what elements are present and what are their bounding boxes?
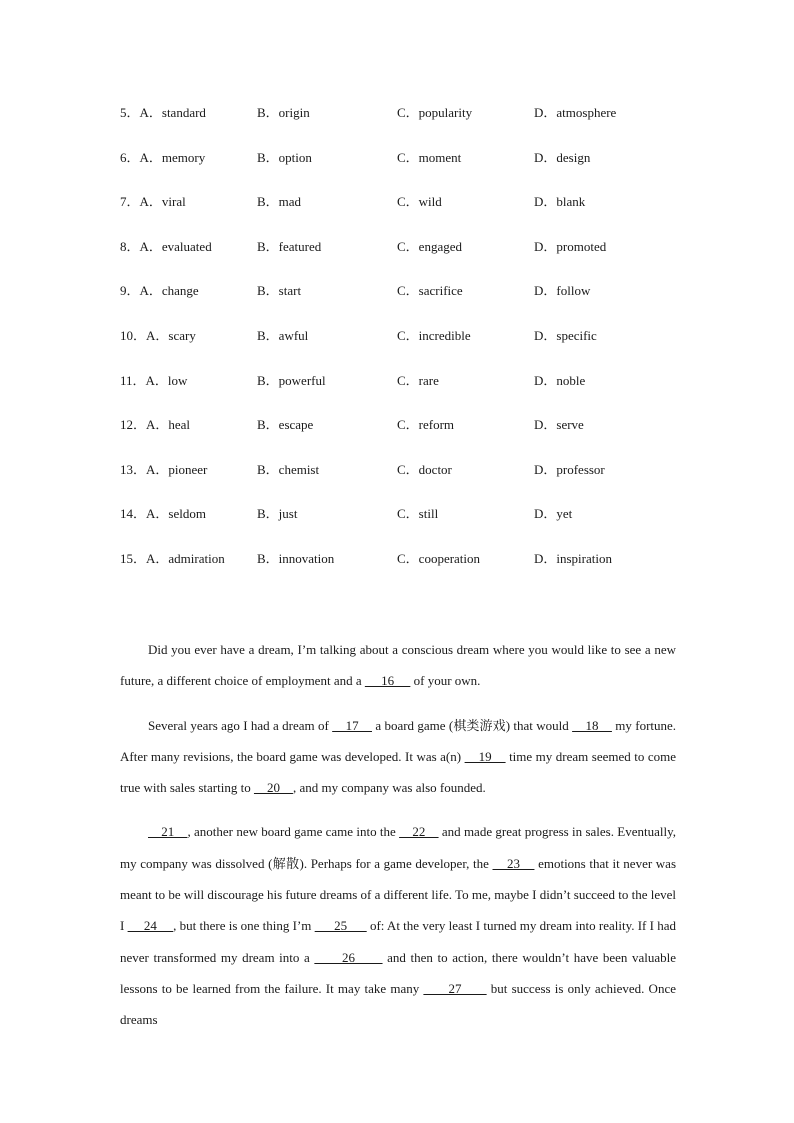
passage-text: my fortune. After many revisions, the board game was developed. It was a(n) bbox=[120, 717, 677, 764]
option-c: C．wild bbox=[397, 194, 442, 210]
passage-text: , another new board game came into the bbox=[187, 824, 400, 840]
option-c: C．popularity bbox=[397, 105, 473, 120]
question-number-and-option-a: 11．A．low bbox=[120, 372, 188, 388]
option-row-13 bbox=[120, 459, 680, 504]
option-d: D．inspiration bbox=[534, 550, 612, 566]
option-row-11 bbox=[120, 370, 680, 415]
option-row-10 bbox=[120, 325, 680, 370]
option-b: B．mad bbox=[257, 194, 302, 210]
question-number-and-option-a: 10．A．scary bbox=[120, 327, 196, 343]
option-c: C．doctor bbox=[397, 461, 452, 477]
passage-text: and made great progress in sales. Eventually, my company was dissolved (解散). Perhaps for a game developer, the bbox=[120, 824, 677, 871]
blank-25: 25 bbox=[314, 918, 367, 934]
question-number-and-option-a: 9．A．change bbox=[120, 283, 199, 299]
passage-text: , but there is one thing I’m bbox=[173, 918, 315, 934]
question-number-and-option-a: 15．A．admiration bbox=[120, 550, 225, 566]
option-b: B．awful bbox=[257, 327, 309, 343]
option-b: B．powerful bbox=[257, 372, 326, 388]
option-d: D．serve bbox=[534, 417, 584, 433]
blank-20: 20 bbox=[253, 780, 293, 796]
option-row-5 bbox=[120, 102, 680, 147]
question-number-and-option-a: 6．A．memory bbox=[120, 149, 206, 165]
blank-16: 16 bbox=[364, 673, 411, 689]
option-c: C．sacrifice bbox=[397, 283, 463, 299]
option-d: D．promoted bbox=[534, 238, 607, 254]
option-b: B．just bbox=[257, 506, 298, 522]
question-number-and-option-a: 5．A．standard bbox=[120, 105, 206, 120]
passage-text: , and my company was also founded. bbox=[292, 780, 486, 796]
blank-22: 22 bbox=[399, 824, 439, 840]
option-row-7 bbox=[120, 191, 680, 236]
option-d: D．blank bbox=[534, 194, 586, 210]
option-d: D．professor bbox=[534, 461, 605, 477]
passage-text: time my dream seemed to come true with sales starting to bbox=[120, 748, 677, 796]
blank-27: 27 bbox=[423, 980, 487, 996]
option-c: C．rare bbox=[397, 372, 439, 388]
option-d: D．noble bbox=[534, 372, 586, 388]
option-row-9 bbox=[120, 280, 680, 325]
passage-text: a board game (棋类游戏) that would bbox=[371, 717, 573, 733]
option-c: C．cooperation bbox=[397, 550, 481, 566]
question-number-and-option-a: 12．A．heal bbox=[120, 417, 191, 433]
passage-text: Several years ago I had a dream of bbox=[148, 717, 333, 733]
paragraph-3 bbox=[120, 816, 676, 1035]
blank-18: 18 bbox=[572, 717, 612, 733]
passage-text: emotions that it never was meant to be will discourage his future dreams of a different life. To me, maybe I didn’t succeed to the level I bbox=[120, 855, 677, 934]
option-row-8 bbox=[120, 236, 680, 281]
question-number-and-option-a: 13．A．pioneer bbox=[120, 461, 208, 477]
option-row-6 bbox=[120, 147, 680, 192]
blank-26: 26 bbox=[314, 949, 383, 965]
passage-text: and then to action, there wouldn’t have been valuable lessons to be learned from the failure. It may take many bbox=[120, 949, 677, 996]
blank-19: 19 bbox=[464, 748, 506, 764]
option-b: B．chemist bbox=[257, 461, 320, 477]
blank-17: 17 bbox=[332, 717, 372, 733]
option-b: B．option bbox=[257, 149, 312, 165]
passage-text: but success is only achieved. Once dreams bbox=[120, 980, 676, 1028]
option-row-14 bbox=[120, 503, 680, 548]
blank-23: 23 bbox=[492, 855, 535, 871]
option-b: B．origin bbox=[257, 105, 310, 120]
option-d: D．yet bbox=[534, 506, 573, 522]
paragraph-2 bbox=[120, 710, 676, 804]
option-d: D．follow bbox=[534, 283, 591, 299]
option-c: C．engaged bbox=[397, 238, 462, 254]
option-b: B．innovation bbox=[257, 550, 335, 566]
option-c: C．incredible bbox=[397, 327, 471, 343]
question-number-and-option-a: 7．A．viral bbox=[120, 194, 186, 210]
option-row-15 bbox=[120, 548, 680, 593]
passage-text: of: At the very least I turned my dream into reality. If I had never transformed my dream into a bbox=[120, 918, 676, 965]
blank-21: 21 bbox=[148, 824, 188, 840]
option-c: C．still bbox=[397, 506, 439, 522]
option-d: D．specific bbox=[534, 327, 597, 343]
option-d: D．atmosphere bbox=[534, 105, 617, 120]
option-d: D．design bbox=[534, 149, 591, 165]
blank-24: 24 bbox=[127, 918, 174, 934]
option-c: C．reform bbox=[397, 417, 455, 433]
passage-text: of your own. bbox=[410, 673, 481, 689]
option-b: B．escape bbox=[257, 417, 314, 433]
option-b: B．featured bbox=[257, 238, 322, 254]
option-row-12 bbox=[120, 414, 680, 459]
passage-text: Did you ever have a dream, I’m talking about a conscious dream where you would like to see a new future, a different choice of employment and a bbox=[120, 642, 676, 689]
option-b: B．start bbox=[257, 283, 302, 299]
cloze-passage bbox=[120, 634, 676, 1049]
paragraph-1 bbox=[120, 634, 676, 697]
option-c: C．moment bbox=[397, 149, 462, 165]
question-number-and-option-a: 8．A．evaluated bbox=[120, 238, 212, 254]
answer-options bbox=[120, 102, 680, 593]
question-number-and-option-a: 14．A．seldom bbox=[120, 506, 206, 522]
